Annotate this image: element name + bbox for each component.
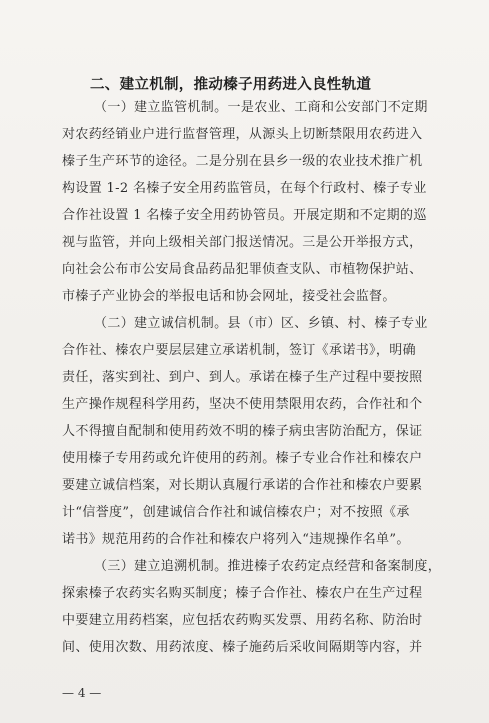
paragraph-1-line-5: 合作社设置 1 名榛子安全用药协管员。开展定期和不定期的巡 — [62, 208, 427, 223]
paragraph-2-line-7: 要建立诚信档案，对长期认真履行承诺的合作社和榛农户要累 — [62, 478, 423, 493]
paragraph-2-line-5: 人不得擅自配制和使用药效不明的榛子病虫害防治配方，保证 — [62, 424, 423, 439]
paragraph-1-line-2: 对农药经销业户进行监督管理，从源头上切断禁限用农药进入 — [62, 127, 423, 142]
paragraph-1-line-4: 构设置 1-2 名榛子安全用药监管员，在每个行政村、榛子专业 — [62, 181, 427, 196]
paragraph-3-line-3: 中要建立用药档案，应包括农药购买发票、用药名称、防治时 — [62, 613, 423, 628]
paragraph-2-line-6: 使用榛子专用药或允许使用的药剂。榛子专业合作社和榛农户 — [62, 451, 423, 466]
paragraph-2-line-1: （二）建立诚信机制。县（市）区、乡镇、村、榛子专业 — [94, 316, 428, 331]
paragraph-1-line-3: 榛子生产环节的途径。二是分别在县乡一级的农业技术推广机 — [62, 154, 423, 169]
paragraph-1-line-7: 向社会公布市公安局食品药品犯罪侦查支队、市植物保护站、 — [62, 262, 423, 277]
page-number: — 4 — — [62, 686, 102, 700]
paragraph-2-line-3: 责任，落实到社、到户、到人。承诺在榛子生产过程中要按照 — [62, 370, 423, 385]
paragraph-2-line-2: 合作社、榛农户要层层建立承诺机制，签订《承诺书》，明确 — [62, 343, 416, 358]
paragraph-2-line-8: 计“信誉度”，创建诚信合作社和诚信榛农户；对不按照《承 — [62, 505, 410, 520]
paragraph-1-line-6: 视与监管，并向上级相关部门报送情况。三是公开举报方式， — [62, 235, 423, 250]
paragraph-3-line-2: 探索榛子农药实名购买制度；榛子合作社、榛农户在生产过程 — [62, 586, 423, 601]
section-heading: 二、建立机制，推动榛子用药进入良性轨道 — [90, 77, 372, 93]
paragraph-2-line-4: 生产操作规程科学用药，坚决不使用禁限用农药，合作社和个 — [62, 397, 423, 412]
paragraph-1-line-1: （一）建立监管机制。一是农业、工商和公安部门不定期 — [94, 100, 428, 115]
paragraph-1-line-8: 市榛子产业协会的举报电话和协会网址，接受社会监督。 — [62, 289, 396, 304]
paragraph-3-line-4: 间、使用次数、用药浓度、榛子施药后采收间隔期等内容，并 — [62, 640, 423, 655]
paragraph-2-line-9: 诺书》规范用药的合作社和榛农户将列入“违规操作名单”。 — [62, 532, 410, 547]
paragraph-3-line-1: （三）建立追溯机制。推进榛子农药定点经营和备案制度， — [94, 559, 442, 574]
